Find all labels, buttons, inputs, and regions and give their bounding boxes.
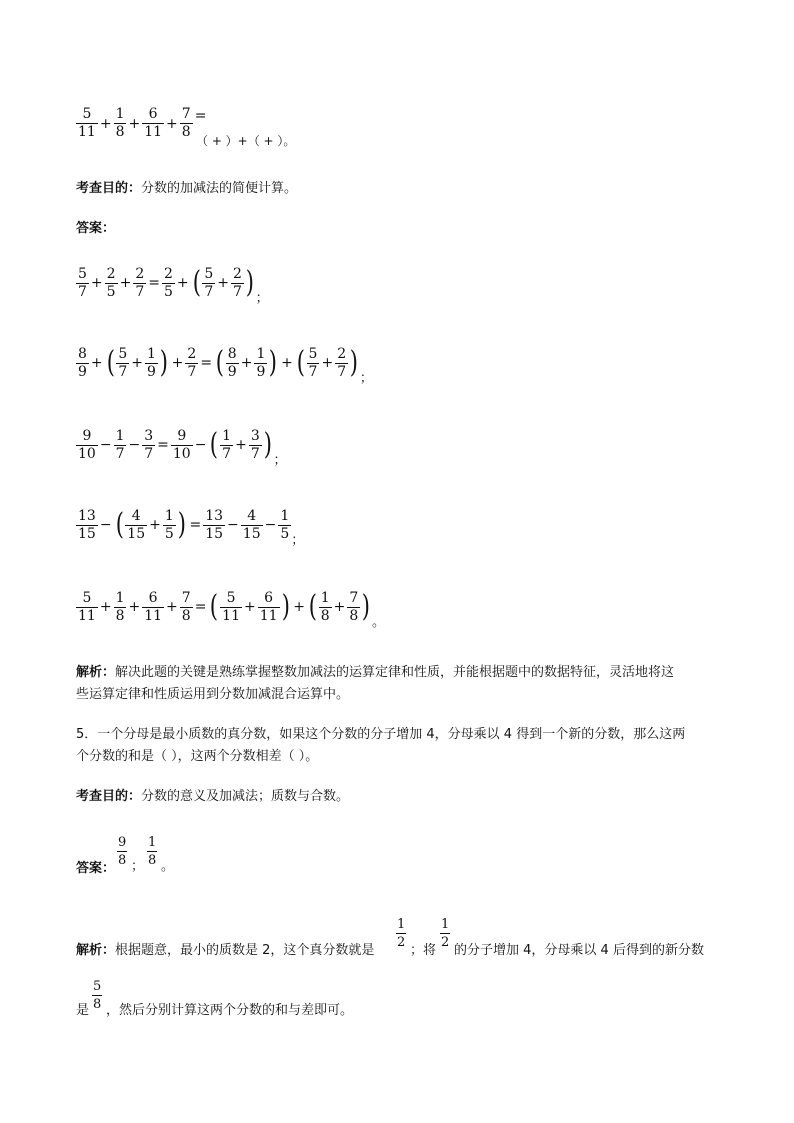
parenthesis: ) <box>245 265 254 300</box>
parenthesis: ( <box>210 589 219 624</box>
fraction: $\frac{4}{15}$ <box>127 507 146 542</box>
parenthesis: ( <box>308 589 317 624</box>
fraction: $\frac{9}{10}$ <box>78 427 96 462</box>
fraction: $\frac{2}{7}$ <box>233 265 242 300</box>
operator: + <box>235 437 247 453</box>
fraction: $\frac{2}{5}$ <box>163 265 173 300</box>
parenthesis: ( <box>115 507 124 542</box>
operator: + <box>128 599 141 615</box>
fraction: $\frac{7}{8}$ <box>349 589 359 624</box>
operator: + <box>99 599 112 615</box>
fraction: $\frac{5}{11}$ <box>222 589 240 624</box>
analysis-line-2: 些运算定律和性质运用到分数加减混合运算中。 <box>76 687 350 702</box>
fraction: $\frac{3}{7}$ <box>250 427 260 462</box>
operator: + <box>99 115 112 132</box>
fraction: $\frac{5}{7}$ <box>78 265 87 300</box>
fraction: $\frac{4}{15}$ <box>242 507 261 542</box>
fraction: $\frac{1}{7}$ <box>115 427 125 462</box>
equation-2 <box>76 344 373 386</box>
fraction: $\frac{1}{9}$ <box>256 345 266 380</box>
fraction: $\frac{9}{10}$ <box>172 427 191 462</box>
fraction: $\frac{1}{8}$ <box>320 589 330 624</box>
answer-label: 答案： <box>76 221 116 236</box>
fraction: 1 8 <box>148 835 157 868</box>
parenthesis: ) <box>281 589 290 624</box>
operator: + <box>217 275 229 291</box>
punctuation: ； <box>273 452 287 468</box>
parenthesis: ) <box>177 507 186 542</box>
operator: − <box>194 437 207 453</box>
parenthesis: ) <box>159 345 168 380</box>
fraction: $\frac{1}{8}$ <box>115 589 125 624</box>
operator: − <box>99 437 112 453</box>
fraction: $\frac{13}{15}$ <box>205 507 224 542</box>
fraction: $\frac{5}{11}$ <box>78 106 96 140</box>
fraction: $\frac{6}{11}$ <box>144 589 163 624</box>
fraction: $\frac{2}{5}$ <box>106 265 116 300</box>
punctuation: ； <box>359 370 373 386</box>
operator: + <box>333 599 346 615</box>
operator: + <box>90 275 103 291</box>
fraction: $\frac{5}{7}$ <box>118 345 128 380</box>
fraction: $\frac{5}{11}$ <box>78 589 96 624</box>
punctuation: ； <box>255 290 269 306</box>
parenthesis: ) <box>362 589 371 624</box>
analysis2-line-1: 解析：根据题意，最小的质数是 2，这个真分数就是 <box>76 943 375 958</box>
parenthesis: ( <box>106 345 115 380</box>
purpose-line-2: 考查目的：分数的意义及加减法；质数与合数。 <box>76 789 350 804</box>
operator: + <box>293 599 305 615</box>
fraction: 5 8 <box>93 979 102 1012</box>
operator: = <box>194 599 207 615</box>
equation-5 <box>76 588 386 630</box>
operator: = <box>148 275 160 291</box>
operator: + <box>243 599 256 615</box>
fraction: 9 8 <box>118 835 127 868</box>
fraction: $\frac{6}{11}$ <box>144 106 163 140</box>
parenthesis: ) <box>269 345 278 380</box>
equation-3 <box>76 426 287 468</box>
equation-4 <box>76 506 305 548</box>
punctuation: 。 <box>372 614 386 630</box>
operator: + <box>149 517 161 533</box>
fraction: $\frac{1}{5}$ <box>280 507 290 542</box>
parenthesis: ( <box>192 265 201 300</box>
operator: + <box>171 355 184 371</box>
operator: + <box>281 355 293 371</box>
parenthesis: ) <box>263 427 272 462</box>
operator: = <box>200 355 213 371</box>
parenthesis: ( <box>296 345 305 380</box>
top-equation <box>76 106 208 141</box>
operator: − <box>99 517 112 533</box>
parenthesis: ( <box>215 345 225 380</box>
operator: + <box>166 115 178 132</box>
fraction: $\frac{8}{9}$ <box>78 345 87 380</box>
analysis2-line-2: 是 <box>76 1003 90 1018</box>
fraction: $\frac{1}{5}$ <box>164 507 174 542</box>
operator: − <box>264 517 277 533</box>
operator: + <box>131 355 144 371</box>
fraction: $\frac{7}{8}$ <box>181 589 191 624</box>
operator: = <box>189 517 202 533</box>
operator: − <box>227 517 239 533</box>
purpose-line: 考查目的：分数的加减法的简便计算。 <box>76 181 298 196</box>
fraction: $\frac{2}{7}$ <box>337 345 347 380</box>
operator: − <box>128 437 141 453</box>
fraction: $\frac{2}{7}$ <box>135 265 145 300</box>
fraction: $\frac{1}{8}$ <box>115 106 125 140</box>
equation-1 <box>76 264 269 306</box>
answer-label-2: 答案： <box>76 861 116 876</box>
fraction: 1 2 <box>397 917 406 950</box>
fraction: 1 2 <box>441 917 450 950</box>
operator: = <box>194 107 207 124</box>
parenthesis: ) <box>349 345 359 380</box>
fraction: $\frac{2}{7}$ <box>187 345 197 380</box>
analysis-line-1: 解析：解决此题的关键是熟练掌握整数加减法的运算定律和性质，并能根据题中的数据特征，灵活地将这 <box>76 665 675 680</box>
blank-answer: （ + ）+（ + ）。 <box>196 134 296 148</box>
fraction: $\frac{3}{7}$ <box>144 427 154 462</box>
punctuation: ； <box>291 532 305 548</box>
fraction: $\frac{8}{9}$ <box>227 345 237 380</box>
question-5-line-1: 5．一个分母是最小质数的真分数，如果这个分数的分子增加 4，分母乘以 4 得到一个新的分数，那么这两 <box>76 727 686 742</box>
fraction: $\frac{6}{11}$ <box>259 589 278 624</box>
operator: + <box>321 355 334 371</box>
fraction: $\frac{7}{8}$ <box>181 106 191 140</box>
operator: + <box>240 355 253 371</box>
operator: + <box>166 599 178 615</box>
question-5-line-2: 个分数的和是（ ），这两个分数相差（ ）。 <box>76 749 319 764</box>
operator: + <box>90 355 103 371</box>
operator: + <box>176 275 189 291</box>
operator: + <box>128 115 141 132</box>
fraction: $\frac{1}{7}$ <box>222 427 232 462</box>
parenthesis: ( <box>210 427 219 462</box>
fraction: $\frac{5}{7}$ <box>204 265 214 300</box>
fraction: $\frac{13}{15}$ <box>78 507 96 542</box>
operator: = <box>157 437 169 453</box>
fraction: $\frac{5}{7}$ <box>308 345 318 380</box>
fraction: $\frac{1}{9}$ <box>147 345 156 380</box>
operator: + <box>119 275 132 291</box>
